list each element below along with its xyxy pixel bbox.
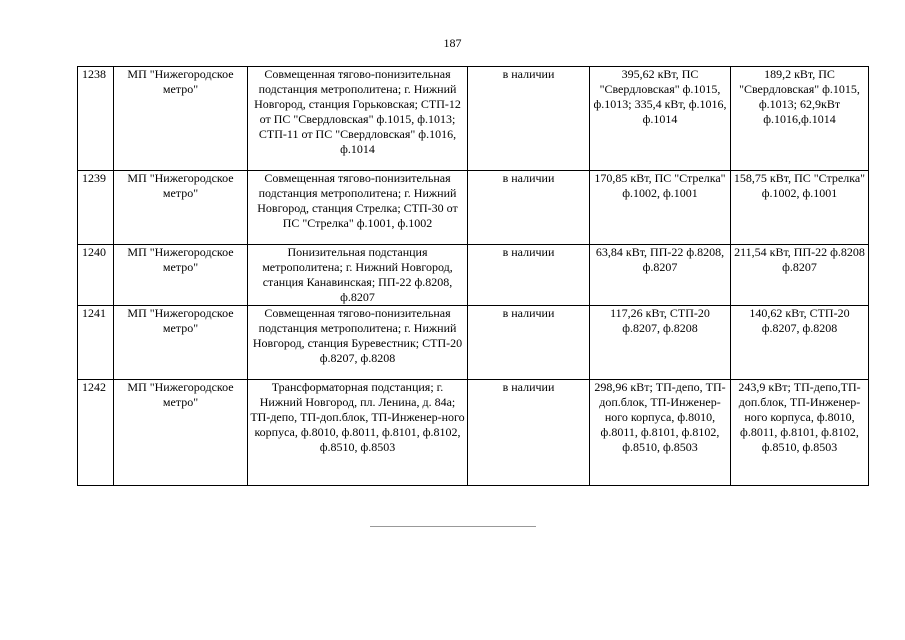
status-cell: в наличии	[468, 171, 590, 245]
row-number: 1241	[78, 306, 114, 380]
power-cell: 117,26 кВт, СТП-20 ф.8207, ф.8208	[590, 306, 731, 380]
power-cell: 158,75 кВт, ПС "Стрелка" ф.1002, ф.1001	[731, 171, 869, 245]
power-cell: 243,9 кВт; ТП-депо,ТП-доп.блок, ТП-Инженер-ного корпуса, ф.8010, ф.8011, ф.8101, ф.8102, ф.8510, ф.8503	[731, 380, 869, 486]
power-cell: 298,96 кВт; ТП-депо, ТП-доп.блок, ТП-Инженер-ного корпуса, ф.8010, ф.8011, ф.8101, ф.8102, ф.8510, ф.8503	[590, 380, 731, 486]
organization-cell: МП "Нижегородское метро"	[114, 306, 248, 380]
power-cell: 189,2 кВт, ПС "Свердловская" ф.1015, ф.1013; 62,9кВт ф.1016,ф.1014	[731, 67, 869, 171]
power-cell: 395,62 кВт, ПС "Свердловская" ф.1015, ф.1013; 335,4 кВт, ф.1016, ф.1014	[590, 67, 731, 171]
power-cell: 170,85 кВт, ПС "Стрелка" ф.1002, ф.1001	[590, 171, 731, 245]
description-cell: Совмещенная тягово-понизительная подстанция метрополитена; г. Нижний Новгород, станция Буревестник; СТП-20 ф.8207, ф.8208	[248, 306, 468, 380]
status-cell: в наличии	[468, 306, 590, 380]
power-cell: 140,62 кВт, СТП-20 ф.8207, ф.8208	[731, 306, 869, 380]
table-row	[78, 245, 869, 306]
table-row	[78, 380, 869, 486]
description-cell: Трансформаторная подстанция; г. Нижний Новгород, пл. Ленина, д. 84а; ТП-депо, ТП-доп.блок, ТП-Инженер-ного корпуса, ф.8010, ф.8011, ф.8101, ф.8102, ф.8510, ф.8503	[248, 380, 468, 486]
organization-cell: МП "Нижегородское метро"	[114, 380, 248, 486]
organization-cell: МП "Нижегородское метро"	[114, 245, 248, 306]
substation-table	[77, 66, 869, 486]
table-row	[78, 67, 869, 171]
row-number: 1238	[78, 67, 114, 171]
status-cell: в наличии	[468, 380, 590, 486]
row-number: 1240	[78, 245, 114, 306]
organization-cell: МП "Нижегородское метро"	[114, 67, 248, 171]
table-row	[78, 171, 869, 245]
page-number: 187	[443, 36, 462, 50]
description-cell: Совмещенная тягово-понизительная подстанция метрополитена; г. Нижний Новгород, станция Стрелка; СТП-30 от ПС "Стрелка" ф.1001, ф.1002	[248, 171, 468, 245]
organization-cell: МП "Нижегородское метро"	[114, 171, 248, 245]
status-cell: в наличии	[468, 67, 590, 171]
row-number: 1242	[78, 380, 114, 486]
power-cell: 63,84 кВт, ПП-22 ф.8208, ф.8207	[590, 245, 731, 306]
status-cell: в наличии	[468, 245, 590, 306]
footnote-separator	[370, 526, 536, 527]
description-cell: Совмещенная тягово-понизительная подстанция метрополитена; г. Нижний Новгород, станция Горьковская; СТП-12 от ПС "Свердловская" ф.1015, ф.1013; СТП-11 от ПС "Свердловская" ф.1016, ф.1014	[248, 67, 468, 171]
table-row	[78, 306, 869, 380]
row-number: 1239	[78, 171, 114, 245]
description-cell: Понизительная подстанция метрополитена; г. Нижний Новгород, станция Канавинская; ПП-22 ф.8208, ф.8207	[248, 245, 468, 306]
power-cell: 211,54 кВт, ПП-22 ф.8208 ф.8207	[731, 245, 869, 306]
